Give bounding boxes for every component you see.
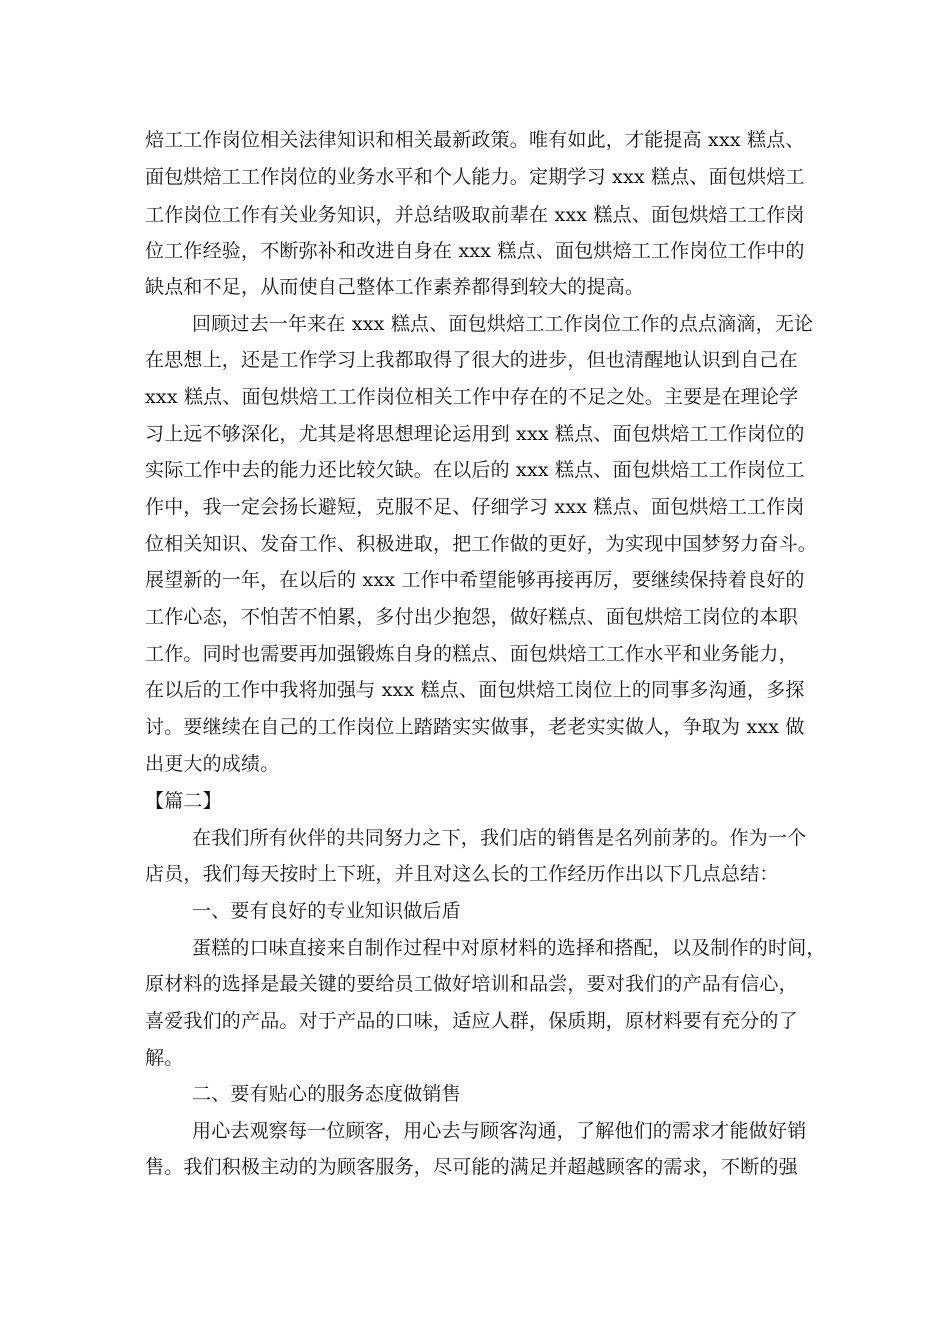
text-line: 售。我们积极主动的为顾客服务，尽可能的满足并超越顾客的需求，不断的强 [145,1156,798,1178]
paragraph-first-line: 蛋糕的口味直接来自制作过程中对原材料的选择和搭配，以及制作的时间， [192,937,826,959]
paragraph-first-line: 在我们所有伙伴的共同努力之下，我们店的销售是名列前茅的。作为一个 [192,827,807,849]
text-line: 焙工工作岗位相关法律知识和相关最新政策。唯有如此，才能提高 xxx 糕点、 [145,129,805,151]
text-line: 出更大的成绩。 [145,753,280,775]
subheading: 二、要有贴心的服务态度做销售 [192,1083,461,1105]
text-line: 作中，我一定会扬长避短，克服不足、仔细学习 xxx 糕点、面包烘焙工工作岗 [145,496,805,518]
text-line: 店员，我们每天按时上下班，并且对这么长的工作经历作出以下几点总结： [145,863,779,885]
text-line: 在思想上，还是工作学习上我都取得了很大的进步，但也清醒地认识到自己在 [145,349,798,371]
text-line: xxx 糕点、面包烘焙工工作岗位相关工作中存在的不足之处。主要是在理论学 [145,386,799,408]
subheading: 一、要有良好的专业知识做后盾 [192,900,461,922]
text-line: 工作心态，不怕苦不怕累，多付出少抱怨，做好糕点、面包烘焙工岗位的本职 [145,606,798,628]
text-line: 工作岗位工作有关业务知识，并总结吸取前辈在 xxx 糕点、面包烘焙工工作岗 [145,204,805,226]
text-line: 原材料的选择是最关键的要给员工做好培训和品尝，要对我们的产品有信心， [145,973,798,995]
text-line: 习上远不够深化，尤其是将思想理论运用到 xxx 糕点、面包烘焙工工作岗位的 [145,423,805,445]
paragraph-first-line: 用心去观察每一位顾客，用心去与顾客沟通，了解他们的需求才能做好销 [192,1120,807,1142]
text-line: 解。 [145,1047,184,1069]
text-line: 实际工作中去的能力还比较欠缺。在以后的 xxx 糕点、面包烘焙工工作岗位工 [145,459,805,481]
text-line: 讨。要继续在自己的工作岗位上踏踏实实做事，老老实实做人，争取为 xxx 做 [145,716,805,738]
text-line: 喜爱我们的产品。对于产品的口味，适应人群，保质期，原材料要有充分的了 [145,1010,798,1032]
text-line: 缺点和不足，从而使自己整体工作素养都得到较大的提高。 [145,276,645,298]
paragraph-first-line: 回顾过去一年来在 xxx 糕点、面包烘焙工工作岗位工作的点点滴滴，无论 [192,313,814,335]
text-line: 面包烘焙工工作岗位的业务水平和个人能力。定期学习 xxx 糕点、面包烘焙工 [145,166,805,188]
text-line: 展望新的一年，在以后的 xxx 工作中希望能够再接再厉，要继续保持着良好的 [145,569,805,591]
text-line: 在以后的工作中我将加强与 xxx 糕点、面包烘焙工岗位上的同事多沟通，多探 [145,679,805,701]
text-line: 位相关知识、发奋工作、积极进取，把工作做的更好，为实现中国梦努力奋斗。 [145,533,818,555]
text-line: 工作。同时也需要再加强锻炼自身的糕点、面包烘焙工工作水平和业务能力， [145,643,798,665]
section-heading: 【篇二】 [145,790,222,812]
text-line: 位工作经验，不断弥补和改进自身在 xxx 糕点、面包烘焙工工作岗位工作中的 [145,240,805,262]
